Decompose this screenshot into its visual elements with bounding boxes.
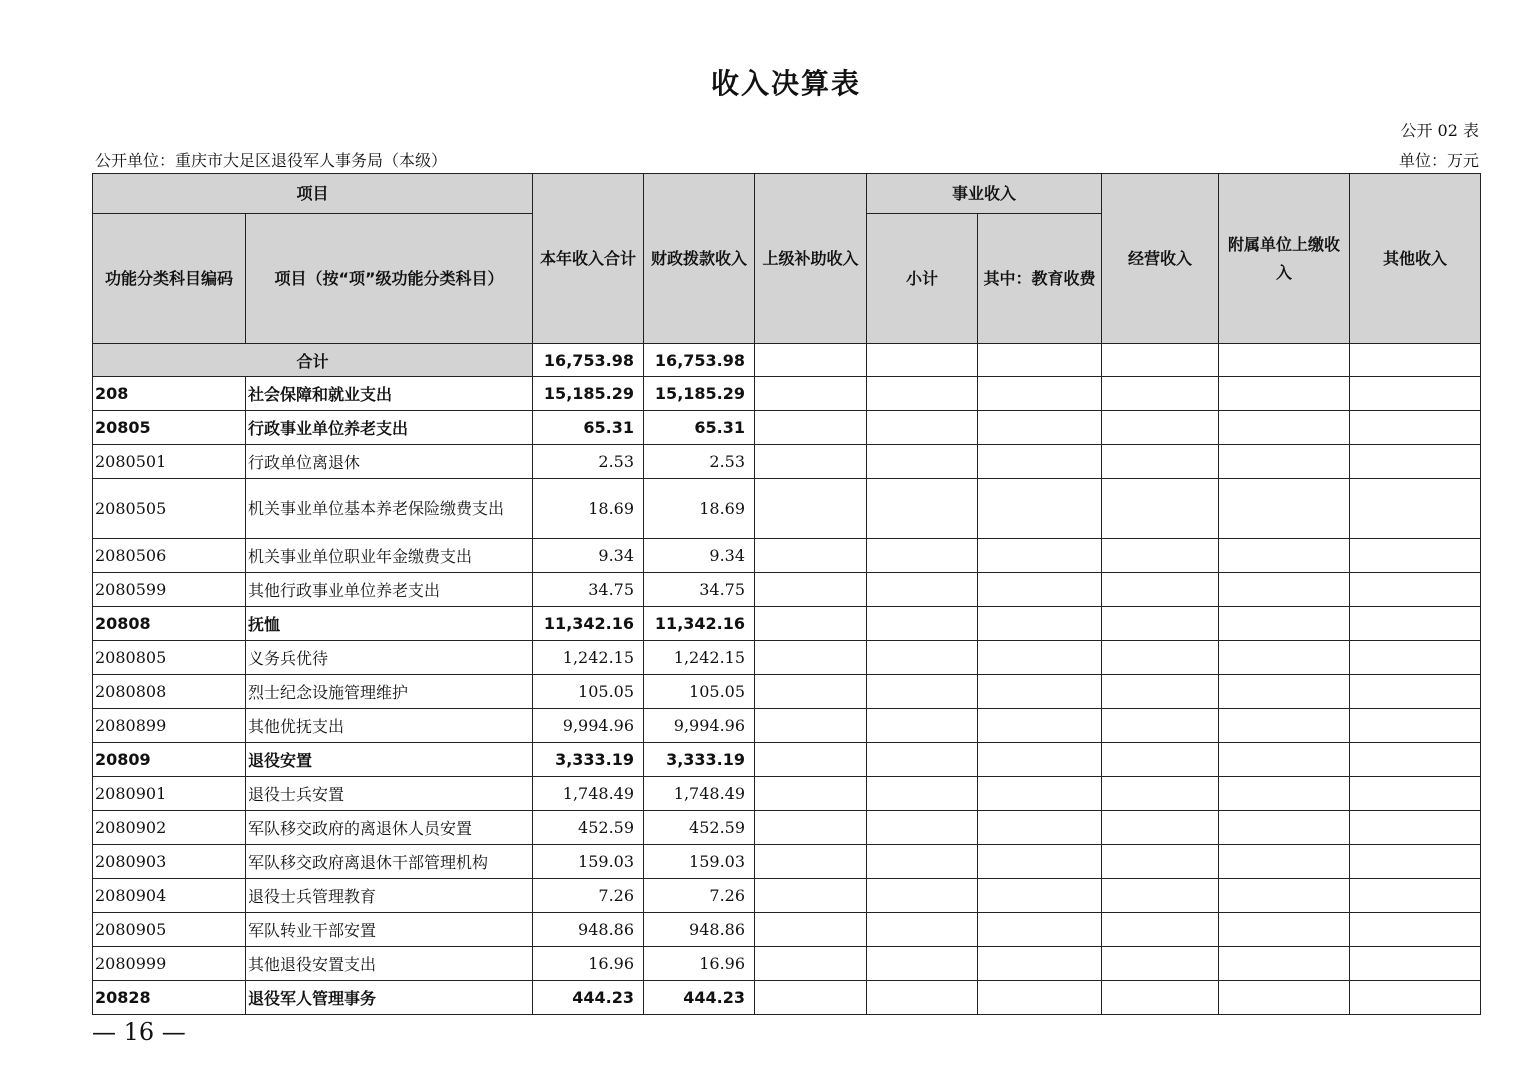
row-code: 2080901 (93, 777, 246, 811)
row-fiscal: 3,333.19 (644, 743, 755, 777)
empty-cell (1350, 641, 1481, 675)
empty-cell (978, 777, 1102, 811)
empty-cell (755, 947, 867, 981)
header-business: 事业收入 (867, 174, 1102, 214)
row-total: 1,748.49 (533, 777, 644, 811)
row-code: 2080501 (93, 445, 246, 479)
empty-cell (755, 709, 867, 743)
empty-cell (867, 573, 978, 607)
empty-cell (867, 981, 978, 1015)
empty-cell (978, 743, 1102, 777)
row-code: 2080903 (93, 845, 246, 879)
row-fiscal: 105.05 (644, 675, 755, 709)
empty-cell (1102, 573, 1219, 607)
empty-cell (978, 641, 1102, 675)
row-code: 2080506 (93, 539, 246, 573)
empty-cell (978, 811, 1102, 845)
empty-cell (867, 913, 978, 947)
table-row (93, 845, 1481, 879)
publishing-unit: 公开单位：重庆市大足区退役军人事务局（本级） (95, 151, 448, 170)
empty-cell (1350, 709, 1481, 743)
table-row (93, 777, 1481, 811)
row-total: 2.53 (533, 445, 644, 479)
row-total: 159.03 (533, 845, 644, 879)
table-row (93, 445, 1481, 479)
empty-cell (1219, 573, 1350, 607)
row-name: 退役士兵安置 (246, 777, 533, 811)
empty-cell (1219, 913, 1350, 947)
row-total: 7.26 (533, 879, 644, 913)
row-total: 9,994.96 (533, 709, 644, 743)
row-fiscal: 18.69 (644, 479, 755, 539)
header-affiliated: 附属单位上缴收入 (1219, 174, 1350, 344)
row-fiscal: 2.53 (644, 445, 755, 479)
header-name: 项目（按“项”级功能分类科目） (246, 214, 533, 344)
table-row (93, 913, 1481, 947)
empty-cell (867, 641, 978, 675)
empty-cell (755, 913, 867, 947)
empty-cell (1219, 811, 1350, 845)
empty-cell (1102, 377, 1219, 411)
currency-unit: 单位：万元 (1398, 151, 1479, 170)
empty-cell (867, 479, 978, 539)
row-name: 行政事业单位养老支出 (246, 411, 533, 445)
empty-cell (1102, 845, 1219, 879)
empty-cell (1102, 539, 1219, 573)
table-row (93, 607, 1481, 641)
row-total: 452.59 (533, 811, 644, 845)
empty-cell (1350, 879, 1481, 913)
row-total: 9.34 (533, 539, 644, 573)
empty-cell (978, 947, 1102, 981)
empty-cell (978, 879, 1102, 913)
header-subtotal: 小计 (867, 214, 978, 344)
row-total: 948.86 (533, 913, 644, 947)
empty-cell (867, 777, 978, 811)
table-row (93, 479, 1481, 539)
table-row (93, 641, 1481, 675)
empty-cell (1219, 445, 1350, 479)
empty-cell (978, 573, 1102, 607)
form-number: 公开 02 表 (1400, 121, 1479, 140)
empty-cell (1350, 743, 1481, 777)
row-total: 1,242.15 (533, 641, 644, 675)
empty-cell (1350, 811, 1481, 845)
empty-cell (867, 947, 978, 981)
row-name: 其他退役安置支出 (246, 947, 533, 981)
row-total: 105.05 (533, 675, 644, 709)
empty-cell (867, 675, 978, 709)
row-fiscal: 948.86 (644, 913, 755, 947)
empty-cell (755, 539, 867, 573)
empty-cell (1350, 845, 1481, 879)
empty-cell (1219, 845, 1350, 879)
table-row (93, 947, 1481, 981)
table-row (93, 377, 1481, 411)
total-amount: 16,753.98 (533, 344, 644, 377)
empty-cell (755, 573, 867, 607)
empty-cell (1102, 879, 1219, 913)
row-code: 2080904 (93, 879, 246, 913)
empty-cell (1219, 607, 1350, 641)
row-name: 烈士纪念设施管理维护 (246, 675, 533, 709)
header-operating: 经营收入 (1102, 174, 1219, 344)
row-name: 军队移交政府离退休干部管理机构 (246, 845, 533, 879)
row-code: 2080905 (93, 913, 246, 947)
empty-cell (1350, 913, 1481, 947)
row-code: 208 (93, 377, 246, 411)
empty-cell (1102, 445, 1219, 479)
row-total: 65.31 (533, 411, 644, 445)
empty-cell (1102, 607, 1219, 641)
row-fiscal: 159.03 (644, 845, 755, 879)
row-name: 退役军人管理事务 (246, 981, 533, 1015)
row-fiscal: 9.34 (644, 539, 755, 573)
empty-cell (1102, 709, 1219, 743)
row-name: 义务兵优待 (246, 641, 533, 675)
table-row (93, 743, 1481, 777)
row-fiscal: 15,185.29 (644, 377, 755, 411)
empty-cell (1350, 479, 1481, 539)
empty-cell (1350, 377, 1481, 411)
row-name: 机关事业单位职业年金缴费支出 (246, 539, 533, 573)
page-title: 收入决算表 (710, 67, 861, 100)
empty-cell (1219, 981, 1350, 1015)
row-total: 34.75 (533, 573, 644, 607)
row-code: 2080999 (93, 947, 246, 981)
empty-cell (867, 845, 978, 879)
empty-cell (1219, 709, 1350, 743)
empty-cell (867, 811, 978, 845)
empty-cell (1102, 479, 1219, 539)
table-row (93, 539, 1481, 573)
empty-cell (867, 539, 978, 573)
empty-cell (978, 675, 1102, 709)
empty-cell (867, 411, 978, 445)
header-code: 功能分类科目编码 (93, 214, 246, 344)
table-row (93, 879, 1481, 913)
header-fiscal: 财政拨款收入 (644, 174, 755, 344)
empty-cell (755, 641, 867, 675)
empty-cell (1102, 981, 1219, 1015)
empty-cell (1102, 777, 1219, 811)
row-name: 军队移交政府的离退休人员安置 (246, 811, 533, 845)
row-fiscal: 444.23 (644, 981, 755, 1015)
row-total: 3,333.19 (533, 743, 644, 777)
empty-cell (1219, 479, 1350, 539)
row-code: 2080599 (93, 573, 246, 607)
empty-cell (867, 743, 978, 777)
empty-cell (1219, 377, 1350, 411)
total-fiscal: 16,753.98 (644, 344, 755, 377)
empty-cell (755, 411, 867, 445)
table-row (93, 573, 1481, 607)
empty-cell (1102, 411, 1219, 445)
empty-cell (755, 981, 867, 1015)
row-total: 16.96 (533, 947, 644, 981)
header-total: 本年收入合计 (533, 174, 644, 344)
empty-cell (1219, 879, 1350, 913)
row-fiscal: 11,342.16 (644, 607, 755, 641)
row-name: 其他优抚支出 (246, 709, 533, 743)
row-code: 2080505 (93, 479, 246, 539)
empty-cell (1219, 675, 1350, 709)
row-name: 社会保障和就业支出 (246, 377, 533, 411)
empty-cell (1102, 947, 1219, 981)
empty-cell (867, 709, 978, 743)
empty-cell (978, 913, 1102, 947)
empty-cell (1219, 947, 1350, 981)
row-code: 2080805 (93, 641, 246, 675)
empty-cell (1219, 743, 1350, 777)
row-total: 11,342.16 (533, 607, 644, 641)
empty-cell (978, 411, 1102, 445)
empty-cell (867, 607, 978, 641)
empty-cell (978, 981, 1102, 1015)
header-item: 项目 (93, 174, 533, 214)
empty-cell (755, 675, 867, 709)
row-name: 行政单位离退休 (246, 445, 533, 479)
row-fiscal: 1,242.15 (644, 641, 755, 675)
empty-cell (1350, 981, 1481, 1015)
empty-cell (867, 445, 978, 479)
empty-cell (1219, 411, 1350, 445)
empty-cell (1350, 411, 1481, 445)
row-fiscal: 9,994.96 (644, 709, 755, 743)
row-code: 2080902 (93, 811, 246, 845)
empty-cell (1219, 777, 1350, 811)
empty-cell (755, 607, 867, 641)
row-code: 20808 (93, 607, 246, 641)
row-fiscal: 16.96 (644, 947, 755, 981)
empty-cell (978, 709, 1102, 743)
row-fiscal: 34.75 (644, 573, 755, 607)
empty-cell (1102, 913, 1219, 947)
total-row (93, 344, 1481, 377)
empty-cell (755, 445, 867, 479)
income-table (92, 173, 1481, 1015)
empty-cell (978, 539, 1102, 573)
row-code: 20805 (93, 411, 246, 445)
row-code: 20809 (93, 743, 246, 777)
row-name: 退役士兵管理教育 (246, 879, 533, 913)
row-fiscal: 7.26 (644, 879, 755, 913)
empty-cell (867, 879, 978, 913)
row-name: 退役安置 (246, 743, 533, 777)
empty-cell (755, 879, 867, 913)
empty-cell (1350, 445, 1481, 479)
empty-cell (1350, 777, 1481, 811)
row-code: 2080808 (93, 675, 246, 709)
empty-cell (1350, 573, 1481, 607)
empty-cell (755, 845, 867, 879)
table-row (93, 411, 1481, 445)
empty-cell (755, 377, 867, 411)
row-name: 机关事业单位基本养老保险缴费支出 (246, 479, 533, 539)
empty-cell (1350, 539, 1481, 573)
empty-cell (867, 377, 978, 411)
empty-cell (755, 777, 867, 811)
empty-cell (1219, 641, 1350, 675)
row-fiscal: 452.59 (644, 811, 755, 845)
row-total: 18.69 (533, 479, 644, 539)
empty-cell (1102, 675, 1219, 709)
row-total: 15,185.29 (533, 377, 644, 411)
empty-cell (978, 845, 1102, 879)
empty-cell (978, 377, 1102, 411)
row-code: 2080899 (93, 709, 246, 743)
empty-cell (1350, 947, 1481, 981)
row-name: 抚恤 (246, 607, 533, 641)
page-number: — 16 — (92, 1018, 186, 1046)
table-row (93, 675, 1481, 709)
table-row (93, 709, 1481, 743)
empty-cell (755, 811, 867, 845)
empty-cell (1350, 607, 1481, 641)
empty-cell (1350, 675, 1481, 709)
row-total: 444.23 (533, 981, 644, 1015)
row-fiscal: 65.31 (644, 411, 755, 445)
empty-cell (755, 743, 867, 777)
table-row (93, 811, 1481, 845)
empty-cell (978, 607, 1102, 641)
empty-cell (1102, 743, 1219, 777)
row-name: 军队转业干部安置 (246, 913, 533, 947)
header-superior: 上级补助收入 (755, 174, 867, 344)
empty-cell (1219, 539, 1350, 573)
table-row (93, 981, 1481, 1015)
total-label: 合计 (93, 344, 533, 377)
header-other: 其他收入 (1350, 174, 1481, 344)
row-name: 其他行政事业单位养老支出 (246, 573, 533, 607)
empty-cell (1102, 811, 1219, 845)
empty-cell (1102, 641, 1219, 675)
empty-cell (978, 445, 1102, 479)
row-fiscal: 1,748.49 (644, 777, 755, 811)
header-education: 其中：教育收费 (978, 214, 1102, 344)
row-code: 20828 (93, 981, 246, 1015)
empty-cell (978, 479, 1102, 539)
empty-cell (755, 479, 867, 539)
